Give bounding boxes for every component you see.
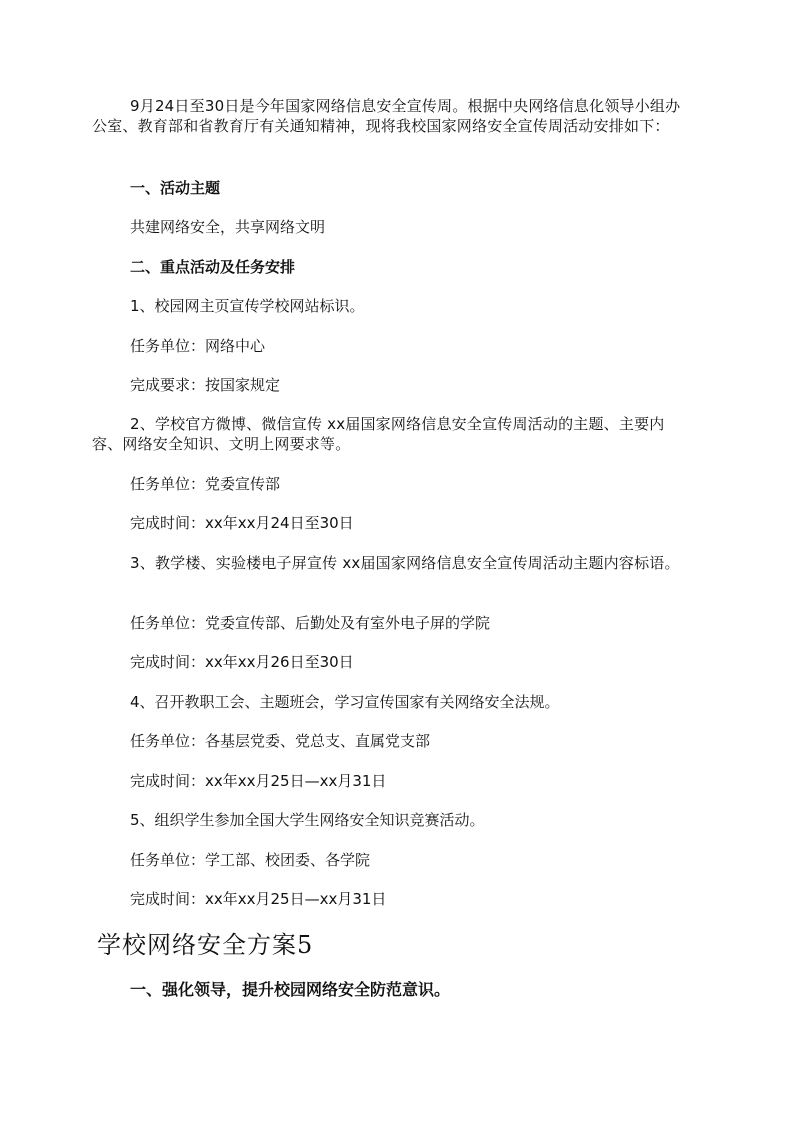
activity-theme: 共建网络安全，共享网络文明 [130, 218, 326, 236]
task-1-unit: 任务单位：网络中心 [130, 337, 266, 355]
task-3-unit: 任务单位：党委宣传部、后勤处及有室外电子屏的学院 [130, 614, 491, 632]
section-2-title: 二、重点活动及任务安排 [130, 258, 296, 276]
task-4-time: 完成时间：xx年xx月25日—xx月31日 [130, 772, 387, 790]
task-2-time: 完成时间：xx年xx月24日至30日 [130, 514, 354, 532]
task-4-text: 4、召开教职工会、主题班会，学习宣传国家有关网络安全法规。 [130, 693, 560, 711]
task-5-time: 完成时间：xx年xx月25日—xx月31日 [130, 890, 387, 908]
task-3-time: 完成时间：xx年xx月26日至30日 [130, 653, 354, 671]
task-5-unit: 任务单位：学工部、校团委、各学院 [130, 851, 371, 869]
task-1-text: 1、校园网主页宣传学校网站标识。 [130, 297, 365, 315]
section-heading: 学校网络安全方案5 [97, 931, 314, 959]
task-4-unit: 任务单位：各基层党委、党总支、直属党支部 [130, 732, 431, 750]
section-1-title: 一、活动主题 [130, 179, 221, 197]
task-2-unit: 任务单位：党委宣传部 [130, 475, 281, 493]
task-1-requirement: 完成要求：按国家规定 [130, 376, 281, 394]
intro-paragraph: 9月24日至30日是今年国家网络信息安全宣传周。根据中央网络信息化领导小组办公室、教育部和省教育厅有关通知精神，现将我校国家网络安全宣传周活动安排如下： [92, 97, 681, 135]
subsection-heading: 一、强化领导，提升校园网络安全防范意识。 [130, 980, 451, 999]
task-3-text: 3、教学楼、实验楼电子屏宣传 xx届国家网络信息安全宣传周活动主题内容标语。 [130, 554, 680, 572]
task-2-text: 2、学校官方微博、微信宣传 xx届国家网络信息安全宣传周活动的主题、主要内容、网络安全知识、文明上网要求等。 [92, 415, 665, 453]
task-5-text: 5、组织学生参加全国大学生网络安全知识竞赛活动。 [130, 811, 485, 829]
